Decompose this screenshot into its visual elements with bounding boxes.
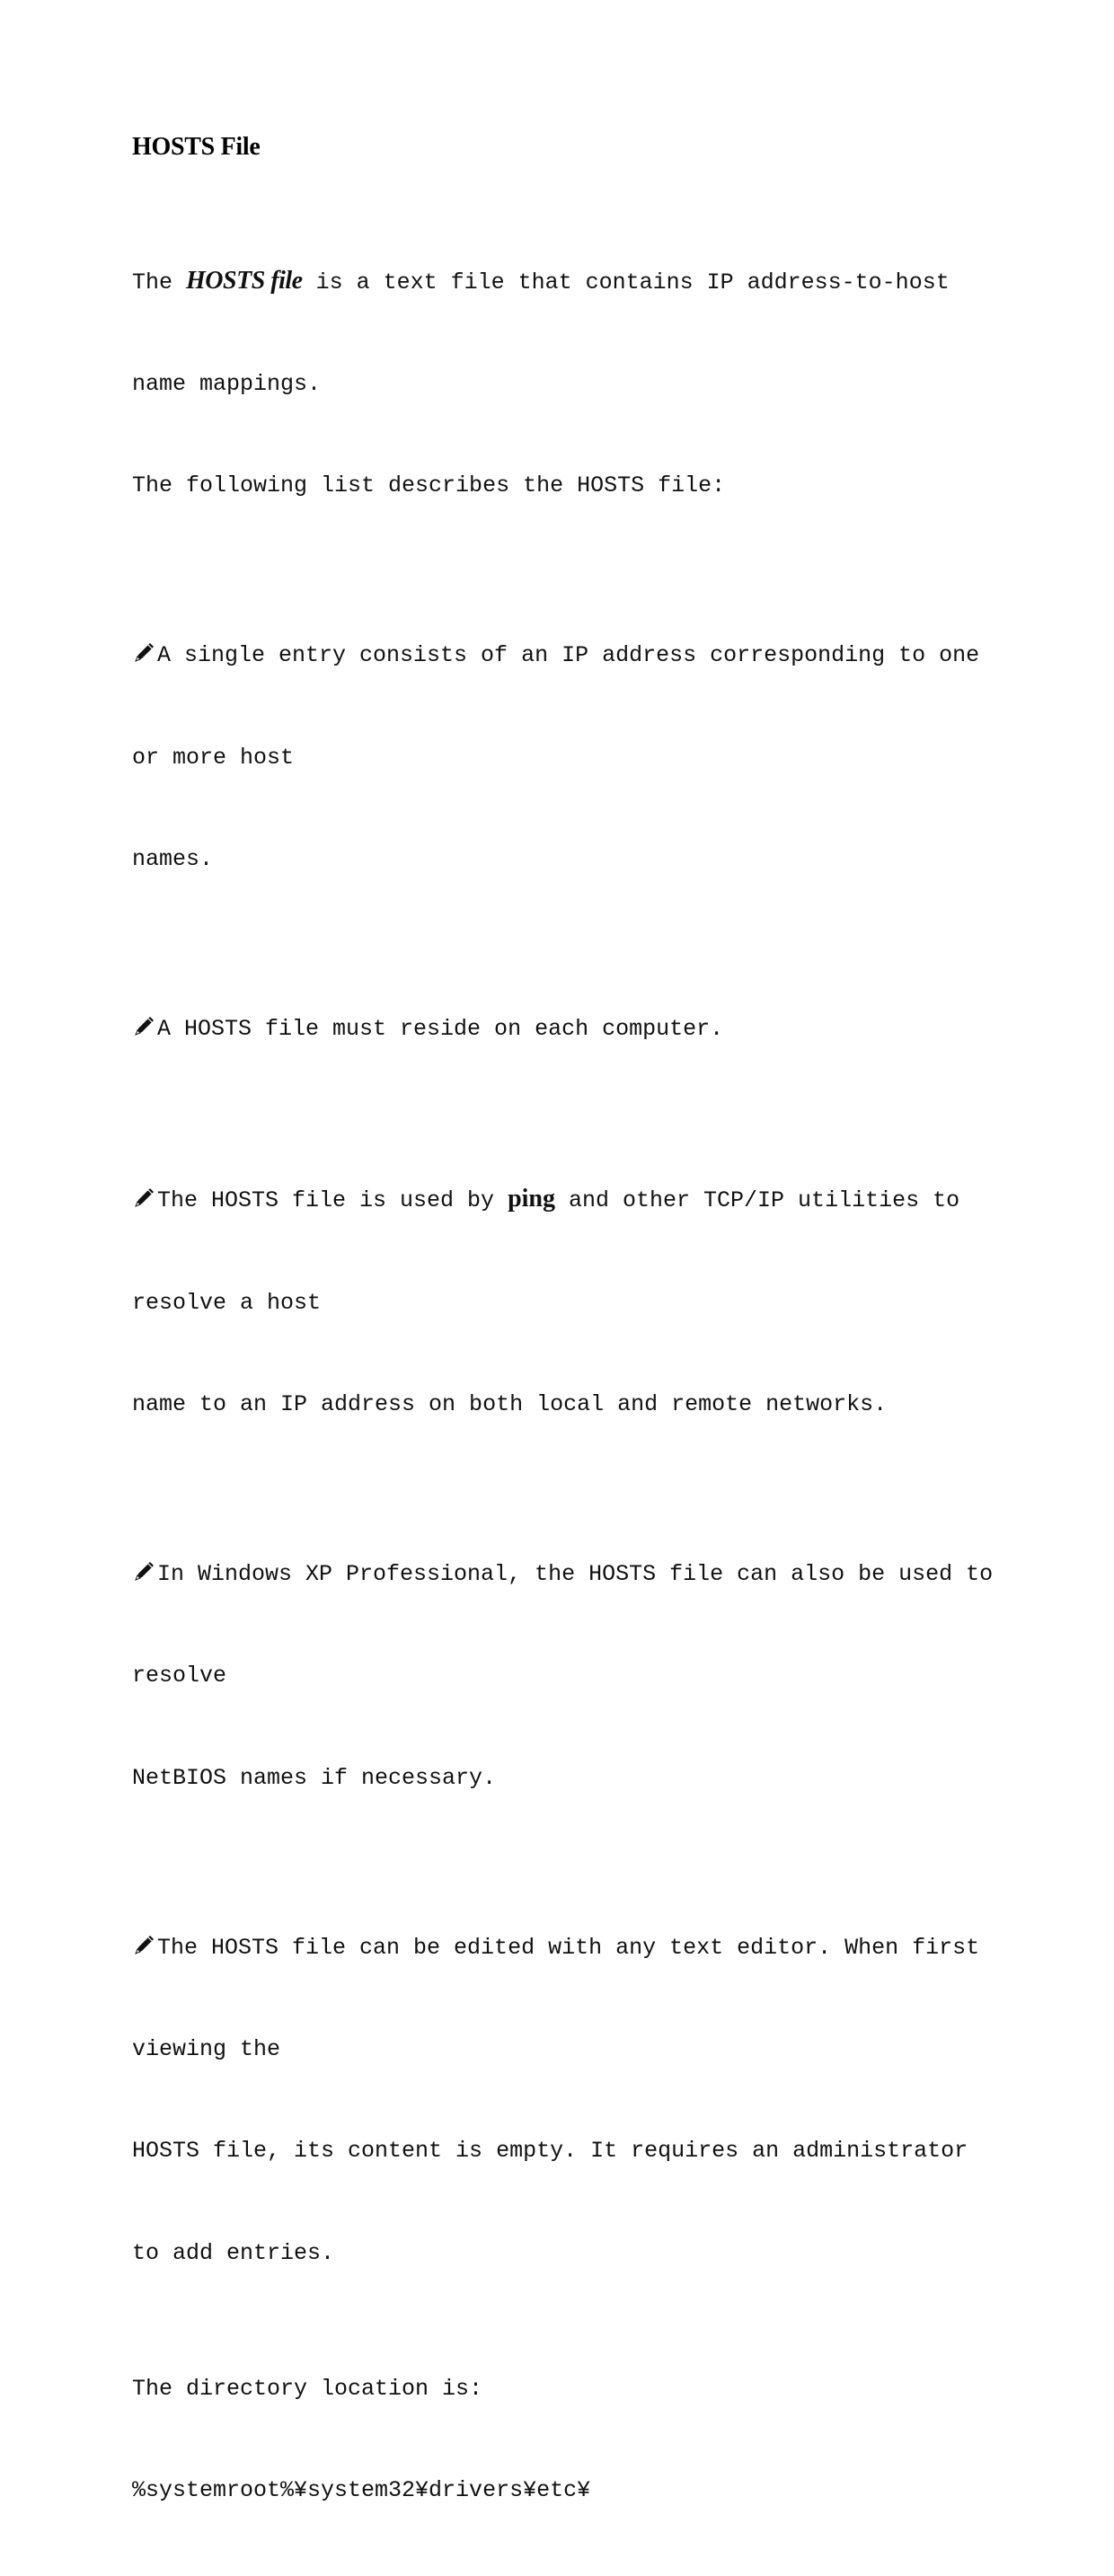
pencil-icon bbox=[132, 1932, 157, 1957]
bullet-4-line-1: In Windows XP Professional, the HOSTS file can also be used to bbox=[132, 1557, 995, 1592]
pencil-icon bbox=[132, 1013, 157, 1038]
hosts-file-term: HOSTS file bbox=[186, 266, 303, 295]
bullet-1-line-1: A single entry consists of an IP address corresponding to one bbox=[132, 639, 995, 673]
bullet-3-line-3: name to an IP address on both local and remote networks. bbox=[132, 1390, 888, 1417]
list-intro: The following list describes the HOSTS file: bbox=[132, 472, 726, 499]
location-path: %systemroot%¥system32¥drivers¥etc¥ bbox=[132, 2477, 591, 2504]
bullet-3-line-1: The HOSTS file is used by ping and other TCP/IP utilities to bbox=[132, 1182, 995, 1218]
document-title: HOSTS File bbox=[132, 133, 261, 161]
document-page bbox=[132, 126, 995, 2576]
bullet-4-line-2: resolve bbox=[132, 1663, 227, 1689]
bullet-1-line-3: names. bbox=[132, 846, 214, 873]
pencil-icon bbox=[132, 1558, 157, 1584]
bullet-5-line-3: HOSTS file, its content is empty. It requires an administrator bbox=[132, 2138, 968, 2165]
intro-line-1: The HOSTS file is a text file that contains IP address-to-host bbox=[132, 266, 950, 296]
bullet-5-line-1: The HOSTS file can be edited with any text editor. When first bbox=[132, 1931, 995, 1965]
bullet-2-line-1: A HOSTS file must reside on each computer. bbox=[132, 1012, 995, 1046]
intro-line-2: name mappings. bbox=[132, 370, 322, 397]
document-body bbox=[132, 196, 995, 2576]
bullet-1-line-2: or more host bbox=[132, 744, 295, 771]
pencil-icon bbox=[132, 1185, 157, 1210]
pencil-icon bbox=[132, 640, 157, 665]
bullet-5-line-2: viewing the bbox=[132, 2036, 281, 2063]
bullet-3-line-2: resolve a host bbox=[132, 1289, 322, 1316]
bullet-5-line-4: to add entries. bbox=[132, 2239, 335, 2266]
bullet-4-line-3: NetBIOS names if necessary. bbox=[132, 1764, 497, 1791]
location-label: The directory location is: bbox=[132, 2376, 483, 2402]
ping-command: ping bbox=[508, 1185, 556, 1213]
